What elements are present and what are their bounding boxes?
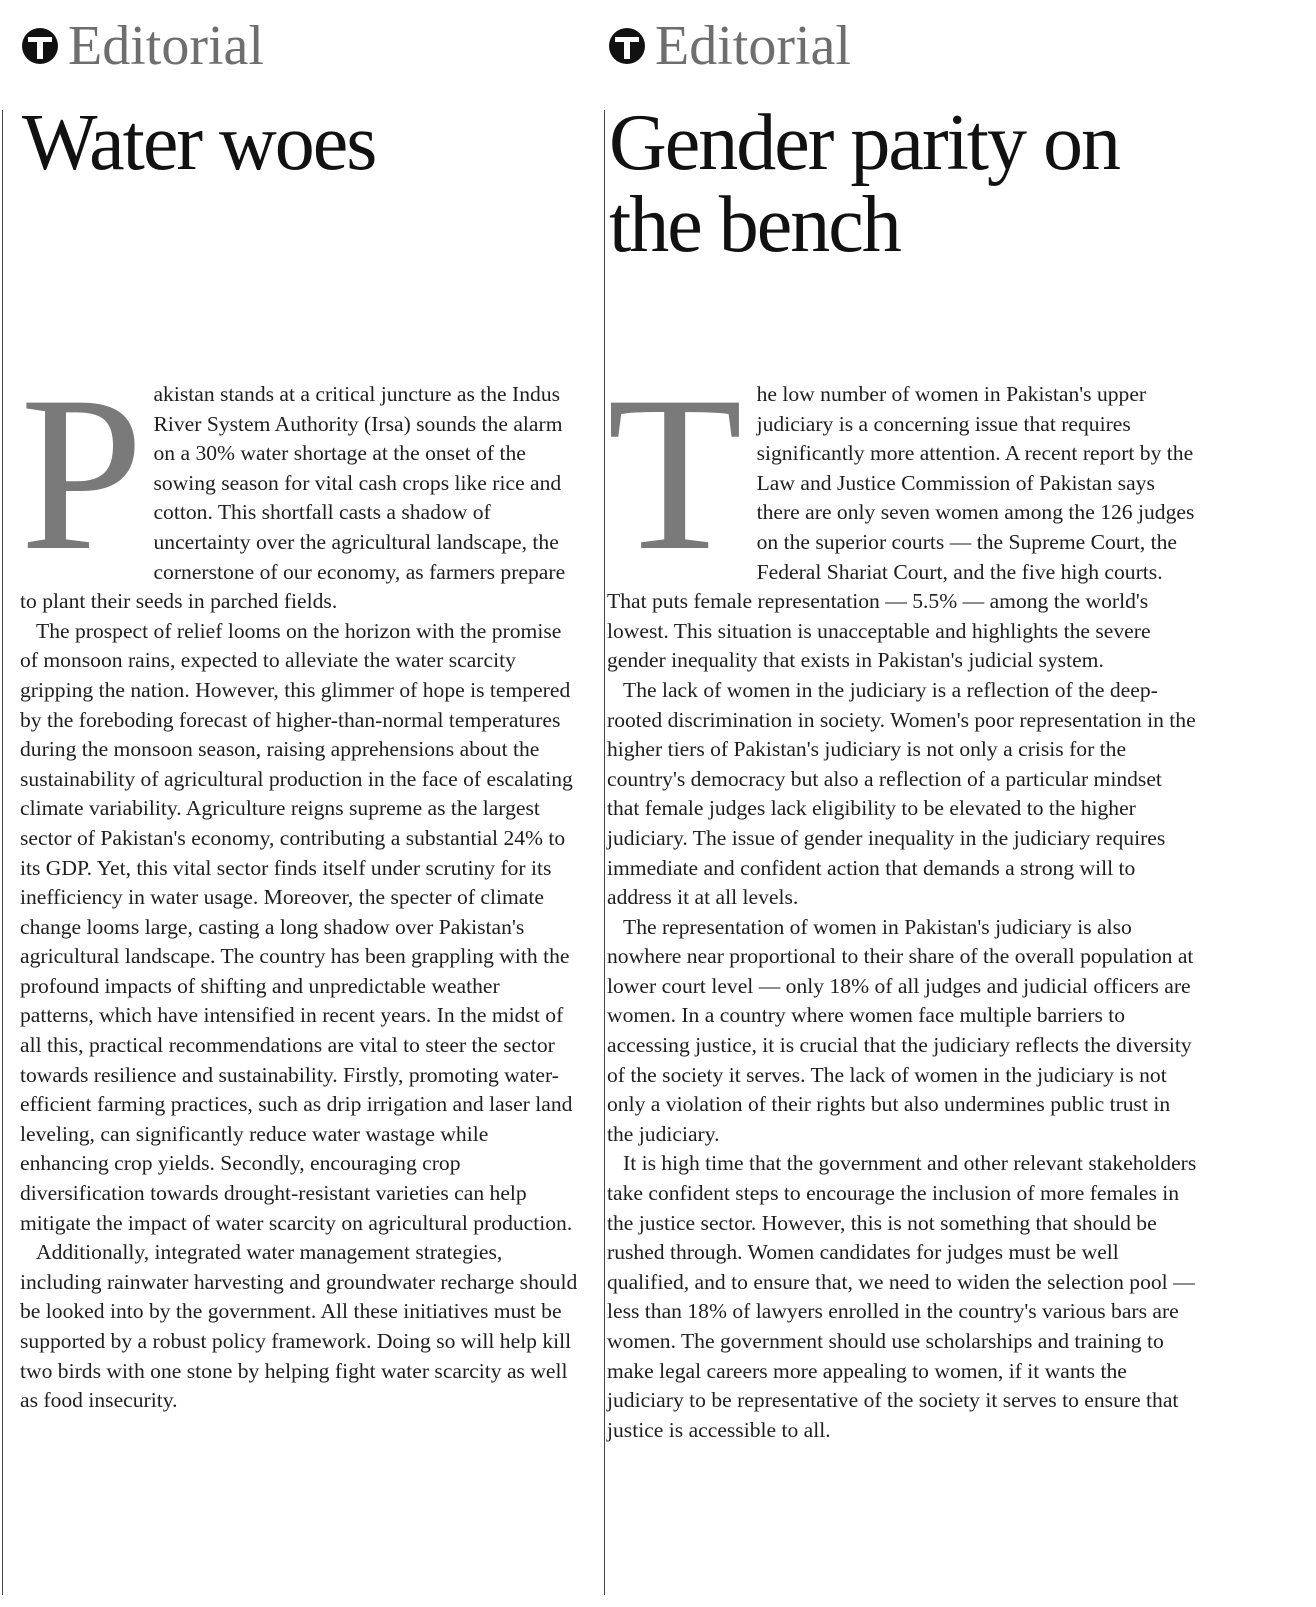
section-label: Editorial bbox=[68, 15, 264, 77]
paragraph: The prospect of relief looms on the horizon with the promise of monsoon rains, expected to alleviate the water scarcity gripping the nation. However, this glimmer of hope is tempered by the foreboding forecast of higher-than-normal temperatures during the monsoon season, raising apprehensions about the sustainability of agricultural production in the face of escalating climate variability. Agriculture reigns supreme as the largest sector of Pakistan's economy, contributing a substantial 24% to its GDP. Yet, this vital sector finds itself under scrutiny for its inefficiency in water usage. Moreover, the specter of climate change looms large, casting a long shadow over Pakistan's agricultural landscape. The country has been grappling with the profound impacts of shifting and unpredictable weather patterns, which have intensified in recent years. In the midst of all this, practical recommendations are vital to steer the sector towards resilience and sustainability. Firstly, promoting water-efficient farming practices, such as drip irrigation and laser land leveling, can significantly reduce water wastage while enhancing crop yields. Secondly, encouraging crop diversification towards drought-resistant varieties can help mitigate the impact of water scarcity on agricultural production. bbox=[20, 618, 573, 1235]
headline: Water woes bbox=[22, 99, 376, 187]
column-divider-rule bbox=[604, 110, 605, 1595]
paragraph: akistan stands at a critical juncture as the Indus River System Authority (Irsa) sounds the alarm on a 30% water shortage at the onset of the sowing season for vital cash crops like rice and cotton. This shortfall casts a shadow of uncertainty over the agricultural landscape, the cornerstone of our economy, as farmers prepare to plant their seeds in parched fields. bbox=[20, 382, 566, 614]
left-column-rule bbox=[2, 110, 3, 1595]
drop-cap: T bbox=[607, 351, 743, 597]
paragraph: It is high time that the government and other relevant stakeholders take confident steps to encourage the inclusion of more females in the justice sector. However, this is not something that should be rushed through. Women candidates for judges must be well qualified, and to ensure that, we need to widen the selection pool — less than 18% of lawyers enrolled in the country's various bars are women. The government should use scholarships and training to make legal careers more appealing to women, if it wants the judiciary to be representative of the society it serves to ensure that justice is accessible to all. bbox=[607, 1151, 1197, 1442]
section-masthead bbox=[609, 14, 851, 78]
t-logo-icon bbox=[22, 28, 58, 64]
article-body bbox=[20, 351, 578, 1416]
section-label: Editorial bbox=[655, 15, 851, 77]
paragraph: The representation of women in Pakistan's judiciary is also nowhere near proportional to their share of the overall population at lower court level — only 18% of all judges and judicial officers are women. In a country where women face multiple barriers to accessing justice, it is crucial that the judiciary reflects the diversity of the society it serves. The lack of women in the judiciary is not only a violation of their rights but also undermines public trust in the judiciary. bbox=[607, 914, 1194, 1146]
drop-cap: P bbox=[20, 351, 144, 597]
paragraph: Additionally, integrated water management strategies, including rainwater harvesting and groundwater recharge should be looked into by the government. All these initiatives must be supported by a robust policy framework. Doing so will help kill two birds with one stone by helping fight water scarcity as well as food insecurity. bbox=[20, 1240, 578, 1413]
paragraph: he low number of women in Pakistan's upper judiciary is a concerning issue that requires significantly more attention. A recent report by the Law and Justice Commission of Pakistan says there are only seven women among the 126 judges on the superior courts — the Supreme Court, the Federal Shariat Court, and the five high courts. That puts female representation — 5.5% — among the world's lowest. This situation is unacceptable and highlights the severe gender inequality that exists in Pakistan's judicial system. bbox=[607, 382, 1195, 673]
paragraph: The lack of women in the judiciary is a reflection of the deep-rooted discrimination in society. Women's poor representation in the higher tiers of Pakistan's judiciary is not only a crisis for the country's democracy but also a reflection of a particular mindset that female judges lack eligibility to be elevated to the higher judiciary. The issue of gender inequality in the judiciary requires immediate and confident action that demands a strong will to address it at all levels. bbox=[607, 677, 1196, 910]
section-masthead bbox=[22, 14, 264, 78]
article-body bbox=[607, 351, 1197, 1445]
t-logo-icon bbox=[609, 28, 645, 64]
headline: Gender parity on the bench bbox=[609, 99, 1120, 269]
